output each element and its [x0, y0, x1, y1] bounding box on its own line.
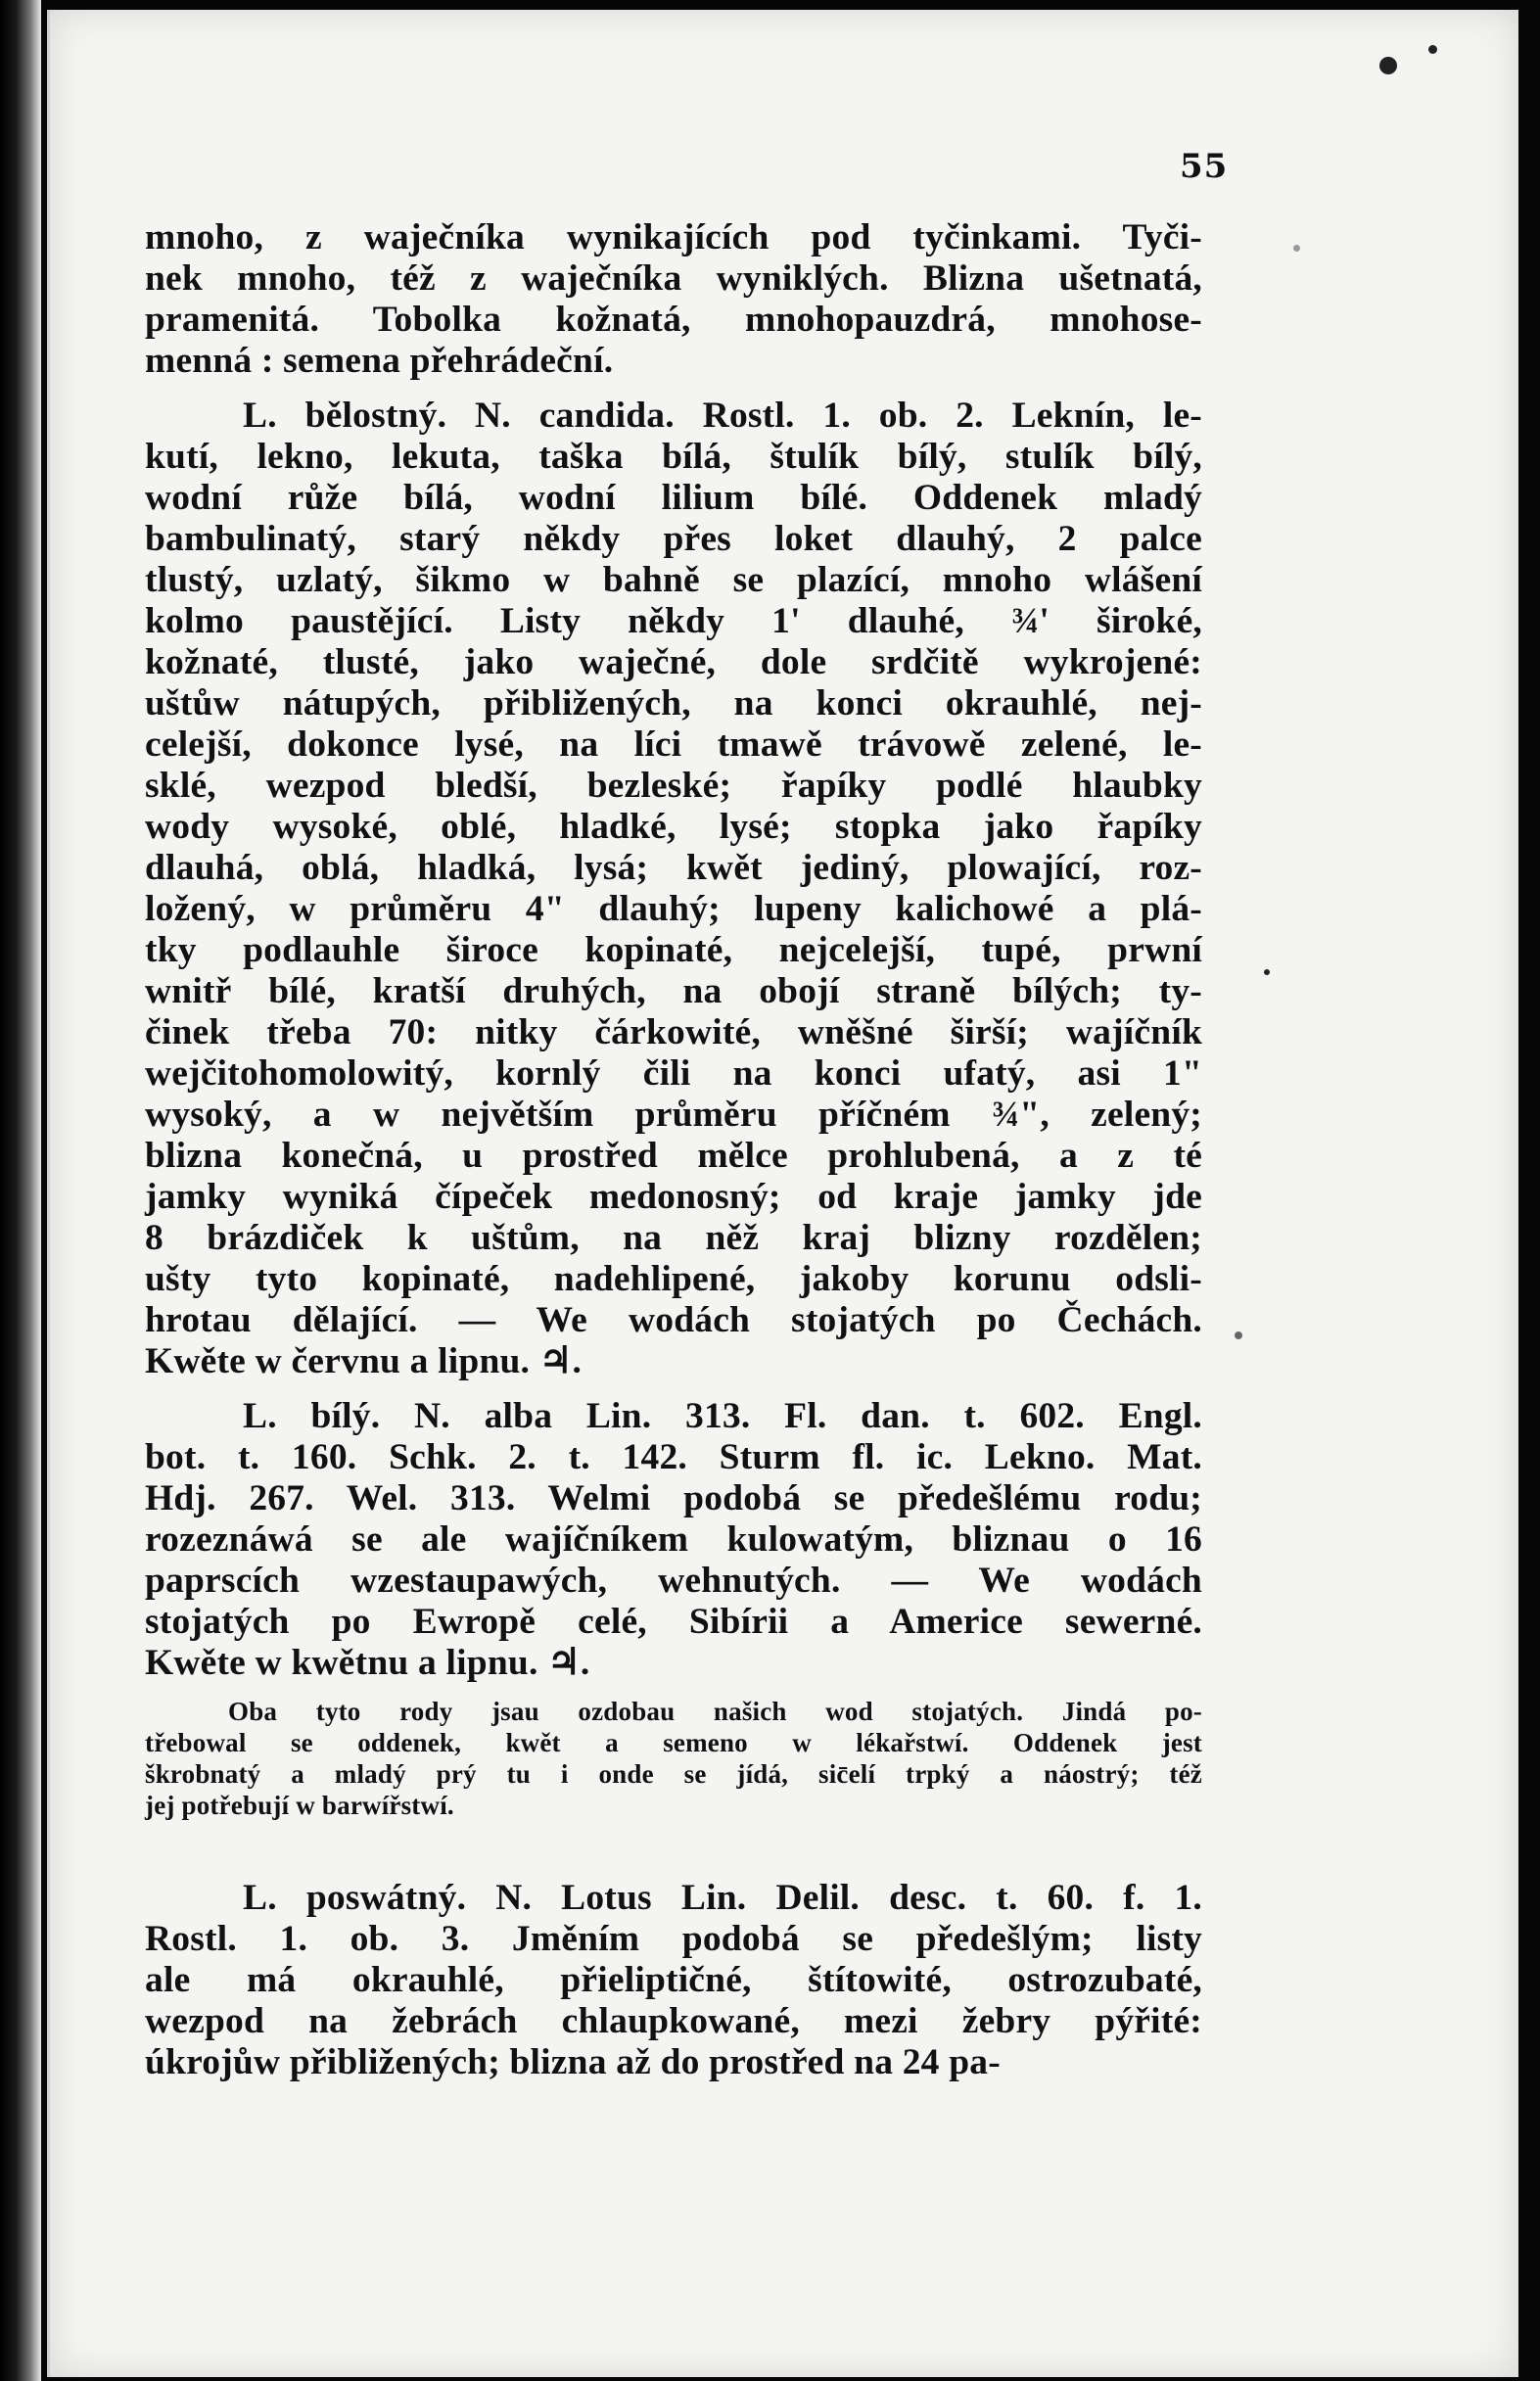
text-line: nek mnoho, též z waječníka wyniklých. Blizna ušetnatá, — [145, 258, 1202, 299]
text-line: sklé, wezpod bledší, bezleské; řapíky podlé hlaubky — [145, 766, 1202, 806]
text-line: tlustý, uzlatý, šikmo w bahně se plazící, mnoho wlášení — [145, 560, 1202, 600]
ink-speck — [1379, 57, 1397, 74]
text-line: ušty tyto kopinaté, nadehlipené, jakoby korunu odsli- — [145, 1259, 1202, 1299]
text-line: jamky wyniká čípeček medonosný; od kraje jamky jde — [145, 1177, 1202, 1217]
text-line: blizna konečná, u prostřed mělce prohlubená, a z té — [145, 1136, 1202, 1176]
text-line: Oba tyto rody jsau ozdobau našich wod stojatých. Jindá po- — [228, 1697, 1202, 1726]
ink-speck — [1264, 969, 1270, 975]
text-line: uštůw nátupých, přibližených, na konci okrauhlé, nej- — [145, 683, 1202, 724]
text-line: Kwěte w kwětnu a lipnu. ♃. — [145, 1643, 590, 1683]
text-line: škrobnatý a mladý prý tu i onde se jídá, sic̄elí trpký a náostrý; též — [145, 1759, 1202, 1789]
text-line: wejčitohomolowitý, kornlý čili na konci ufatý, asi 1" — [145, 1053, 1202, 1094]
ink-speck — [1428, 45, 1437, 54]
text-body — [145, 217, 1202, 2083]
paragraph-gap — [145, 1382, 1202, 1396]
text-line: dlauhá, oblá, hladká, lysá; kwět jediný, plowající, roz- — [145, 848, 1202, 888]
text-line: ložený, w průměru 4" dlauhý; lupeny kalichowé a plá- — [145, 889, 1202, 929]
book-gutter-shadow — [0, 0, 41, 2381]
text-line: L. bílý. N. alba Lin. 313. Fl. dan. t. 602. Engl. — [243, 1396, 1202, 1436]
page-number: 55 — [1180, 147, 1229, 186]
paragraph — [145, 1878, 1202, 2083]
text-line: ale má okrauhlé, přieliptičné, štítowité, ostrozubaté, — [145, 1960, 1202, 2000]
text-line: wysoký, a w největším průměru příčném ¾", zelený; — [145, 1095, 1202, 1135]
text-line: L. poswátný. N. Lotus Lin. Delil. desc. t. 60. f. 1. — [243, 1878, 1202, 1918]
text-line: wnitř bílé, kratší druhých, na obojí straně bílých; ty- — [145, 971, 1202, 1011]
text-line: třebowal se oddenek, kwět a semeno w lékařstwí. Oddenek jest — [145, 1728, 1202, 1757]
text-line: kolmo paustějící. Listy někdy 1' dlauhé, ¾' široké, — [145, 601, 1202, 641]
paragraph — [145, 1396, 1202, 1684]
text-line: tky podlauhle široce kopinaté, nejcelejší, tupé, prwní — [145, 930, 1202, 970]
text-line: Rostl. 1. ob. 3. Jměním podobá se předešlým; listy — [145, 1919, 1202, 1959]
paragraph-gap — [145, 1821, 1202, 1878]
text-line: bot. t. 160. Schk. 2. t. 142. Sturm fl. ic. Lekno. Mat. — [145, 1437, 1202, 1477]
text-line: celejší, dokonce lysé, na líci tmawě trávowě zelené, le- — [145, 724, 1202, 765]
text-line: jej potřebují w barwířstwí. — [145, 1791, 454, 1820]
ink-speck — [1293, 245, 1300, 252]
text-line: činek třeba 70: nitky čárkowité, wněšné širší; wajíčník — [145, 1012, 1202, 1052]
text-line: mnoho, z waječníka wynikajících pod tyčinkami. Tyči- — [145, 217, 1202, 257]
text-line: paprscích wzestaupawých, wehnutých. — We wodách — [145, 1561, 1202, 1601]
text-line: wezpod na žebrách chlaupkowané, mezi žebry pýřité: — [145, 2001, 1202, 2041]
text-line: úkrojůw přibližených; blizna až do prostřed na 24 pa- — [145, 2042, 1001, 2082]
text-line: L. bělostný. N. candida. Rostl. 1. ob. 2. Leknín, le- — [243, 396, 1202, 436]
text-line: kožnaté, tlusté, jako waječné, dole srdčitě wykrojené: — [145, 642, 1202, 682]
ink-speck — [1235, 1331, 1242, 1339]
text-line: wodní růže bílá, wodní lilium bílé. Oddenek mladý — [145, 478, 1202, 518]
text-line: Hdj. 267. Wel. 313. Welmi podobá se předešlému rodu; — [145, 1478, 1202, 1518]
text-line: kutí, lekno, lekuta, taška bílá, štulík bílý, stulík bílý, — [145, 437, 1202, 477]
paragraph — [145, 217, 1202, 382]
text-line: Kwěte w červnu a lipnu. ♃. — [145, 1341, 583, 1381]
text-line: menná : semena přehrádeční. — [145, 341, 614, 381]
text-line: bambulinatý, starý někdy přes loket dlauhý, 2 palce — [145, 519, 1202, 559]
text-line: wody wysoké, oblé, hladké, lysé; stopka jako řapíky — [145, 807, 1202, 847]
text-line: 8 brázdiček k uštům, na něž kraj blizny rozdělen; — [145, 1218, 1202, 1258]
text-line: pramenitá. Tobolka kožnatá, mnohopauzdrá, mnohose- — [145, 300, 1202, 340]
paragraph — [145, 396, 1202, 1382]
paragraph-gap — [145, 1684, 1202, 1696]
text-line: hrotau dělající. — We wodách stojatých po Čechách. — [145, 1300, 1202, 1340]
paragraph-gap — [145, 382, 1202, 396]
note-paragraph — [145, 1696, 1202, 1821]
text-line: stojatých po Ewropě celé, Sibírii a Americe sewerné. — [145, 1602, 1202, 1642]
text-line: rozeznáwá se ale wajíčníkem kulowatým, bliznau o 16 — [145, 1519, 1202, 1560]
